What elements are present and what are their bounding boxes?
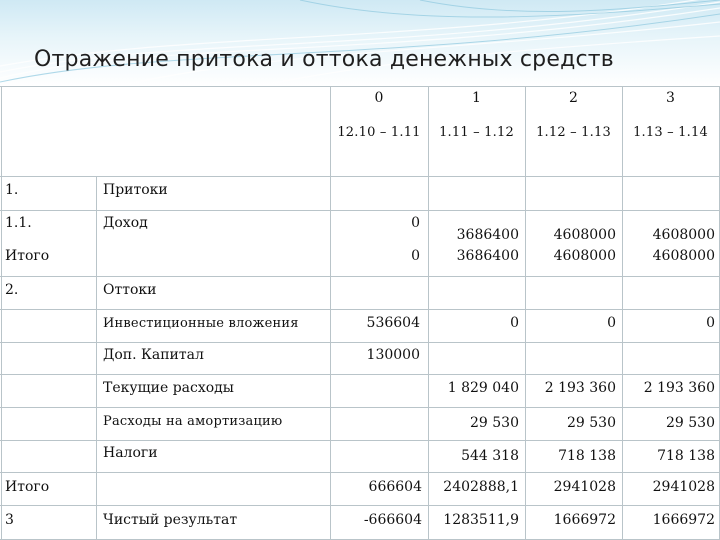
depreciation-value-1: 29 530 [470, 415, 519, 431]
inflows-total-value-0: 0 [411, 248, 420, 264]
capital-label: Доп. Капитал [103, 347, 204, 363]
income-value-1: 3686400 [456, 227, 519, 243]
current-expenses-value-3: 2 193 360 [643, 380, 715, 396]
taxes-value-3: 718 138 [657, 448, 715, 464]
capital-value-0: 130000 [366, 347, 420, 363]
decorative-swirl-lines [0, 0, 720, 86]
slide-title: Отражение притока и оттока денежных средств [34, 47, 614, 72]
period-range-1: 1.11 – 1.12 [439, 125, 514, 140]
outflows-total-value-3: 2941028 [652, 479, 715, 495]
inflows-number: 1. [5, 182, 19, 198]
inflows-total-label: Итого [5, 248, 50, 264]
investment-label: Инвестиционные вложения [103, 316, 299, 331]
net-value-0: -666604 [363, 512, 422, 528]
inflows-total-value-1: 3686400 [456, 248, 519, 264]
outflows-total-value-1: 2402888,1 [443, 479, 519, 495]
period-number-3: 3 [666, 90, 675, 106]
outflows-total-value-0: 666604 [368, 479, 422, 495]
outflows-total-value-2: 2941028 [553, 479, 616, 495]
investment-value-3: 0 [706, 315, 715, 331]
period-number-1: 1 [472, 90, 481, 106]
net-value-2: 1666972 [553, 512, 616, 528]
outflows-number: 2. [5, 282, 19, 298]
income-number: 1.1. [5, 215, 32, 231]
net-value-3: 1666972 [652, 512, 715, 528]
current-expenses-label: Текущие расходы [103, 380, 234, 396]
outflows-label: Оттоки [103, 282, 157, 298]
period-number-0: 0 [374, 90, 384, 106]
income-value-0: 0 [411, 215, 420, 231]
inflows-total-value-2: 4608000 [553, 248, 616, 264]
investment-value-1: 0 [510, 315, 519, 331]
header-band [0, 0, 720, 86]
period-number-2: 2 [569, 90, 578, 106]
taxes-value-2: 718 138 [558, 448, 616, 464]
period-range-2: 1.12 – 1.13 [536, 125, 611, 140]
income-label: Доход [103, 215, 148, 231]
investment-value-0: 536604 [366, 315, 420, 331]
period-range-3: 1.13 – 1.14 [633, 125, 708, 140]
net-number: 3 [5, 512, 14, 528]
depreciation-label: Расходы на амортизацию [103, 414, 283, 429]
taxes-value-1: 544 318 [461, 448, 519, 464]
inflows-label: Притоки [103, 182, 168, 198]
current-expenses-value-1: 1 829 040 [447, 380, 519, 396]
net-value-1: 1283511,9 [443, 512, 519, 528]
income-value-3: 4608000 [652, 227, 715, 243]
taxes-label: Налоги [103, 445, 158, 461]
depreciation-value-3: 29 530 [666, 415, 715, 431]
investment-value-2: 0 [607, 315, 616, 331]
inflows-total-value-3: 4608000 [652, 248, 715, 264]
income-value-2: 4608000 [553, 227, 616, 243]
depreciation-value-2: 29 530 [567, 415, 616, 431]
period-range-0: 12.10 – 1.11 [337, 125, 421, 140]
outflows-total-label: Итого [5, 479, 50, 495]
net-label: Чистый результат [103, 512, 238, 528]
current-expenses-value-2: 2 193 360 [544, 380, 616, 396]
